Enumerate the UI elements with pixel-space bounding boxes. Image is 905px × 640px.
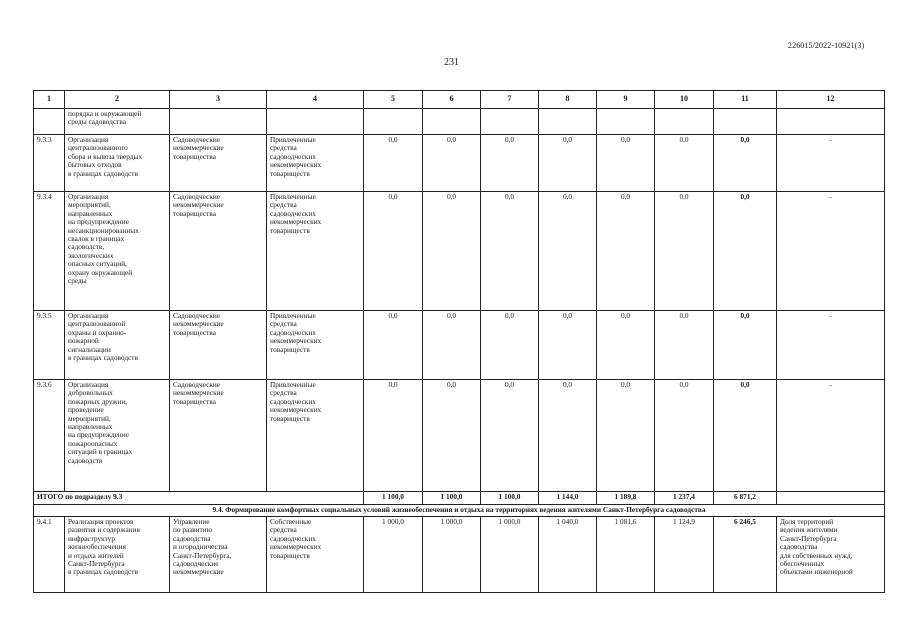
- value-cell: 0,0: [423, 192, 481, 311]
- column-header: 4: [267, 91, 364, 109]
- value-cell: 0,0: [423, 380, 481, 492]
- subtotal-value: 1 189,8: [597, 492, 655, 505]
- indicator-cell: -: [777, 380, 885, 492]
- funding-source: Привлеченные средства садоводческих некоммерческих товариществ: [267, 192, 364, 311]
- subtotal-value: 6 871,2: [714, 492, 777, 505]
- continuation-text: порядка и окружающей среды садоводства: [65, 109, 170, 135]
- value-total-cell: 0,0: [714, 135, 777, 192]
- row-number: 9.3.3: [34, 135, 65, 192]
- value-total-cell: 0,0: [714, 380, 777, 492]
- value-cell: 0,0: [539, 380, 597, 492]
- executor: Управление по развитию садоводства и огородничества Санкт-Петербурга, садоводческие некоммерческие: [170, 517, 267, 593]
- indicator-cell: Доля территорий ведения жителями Санкт-Петербурга садоводства для собственных нужд, обеспеченных объектами инженерной: [777, 517, 885, 593]
- table-row: [34, 192, 885, 311]
- column-header: 6: [423, 91, 481, 109]
- value-cell: 0,0: [597, 311, 655, 380]
- executor: Садоводческие некоммерческие товарищества: [170, 311, 267, 380]
- value-cell: 0,0: [539, 311, 597, 380]
- column-header: 10: [655, 91, 714, 109]
- value-cell: 0,0: [655, 192, 714, 311]
- column-header: 8: [539, 91, 597, 109]
- value-cell: 0,0: [655, 311, 714, 380]
- page-number: 231: [444, 57, 459, 68]
- measure-name: Организация централизованного сбора и вывоза твердых бытовых отходов в границах садоводств: [65, 135, 170, 192]
- column-header: 7: [481, 91, 539, 109]
- value-cell: 0,0: [423, 311, 481, 380]
- row-number: 9.4.1: [34, 517, 65, 593]
- value-cell: 0,0: [597, 135, 655, 192]
- value-cell: 0,0: [481, 192, 539, 311]
- funding-source: Собственные средства садоводческих некоммерческих товариществ: [267, 517, 364, 593]
- table-row: [34, 517, 885, 593]
- subtotal-value: 1 100,0: [423, 492, 481, 505]
- row-number: 9.3.4: [34, 192, 65, 311]
- value-total-cell: 0,0: [714, 192, 777, 311]
- value-cell: 1 000,0: [481, 517, 539, 593]
- funding-source: Привлеченные средства садоводческих некоммерческих товариществ: [267, 380, 364, 492]
- subtotal-row: [34, 492, 885, 505]
- value-cell: 0,0: [655, 380, 714, 492]
- value-cell: 0,0: [597, 192, 655, 311]
- continuation-row: [34, 109, 885, 135]
- value-cell: 1 000,0: [423, 517, 481, 593]
- value-cell: 1 081,6: [597, 517, 655, 593]
- value-cell: 1 000,0: [364, 517, 423, 593]
- row-number: 9.3.6: [34, 380, 65, 492]
- subtotal-value: 1 237,4: [655, 492, 714, 505]
- value-cell: 0,0: [423, 135, 481, 192]
- funding-source: Привлеченные средства садоводческих некоммерческих товариществ: [267, 135, 364, 192]
- value-total-cell: 6 246,5: [714, 517, 777, 593]
- measure-name: Организация мероприятий, направленных на предупреждение несанкционированных свалок в границах садоводств, экологических опасных ситуаций, охрану окружающей среды: [65, 192, 170, 311]
- document-number: 226015/2022-10921(3): [788, 41, 865, 50]
- column-header: 2: [65, 91, 170, 109]
- subtotal-label: ИТОГО по подразделу 9.3: [34, 492, 364, 505]
- value-cell: 0,0: [481, 135, 539, 192]
- column-header: 9: [597, 91, 655, 109]
- executor: Садоводческие некоммерческие товарищества: [170, 192, 267, 311]
- subtotal-value: 1 100,0: [481, 492, 539, 505]
- measure-name: Организация добровольных пожарных дружин, проведение мероприятий, направленных на предупреждение пожароопасных ситуаций в границах садоводств: [65, 380, 170, 492]
- row-number: 9.3.5: [34, 311, 65, 380]
- funding-source: Привлеченные средства садоводческих некоммерческих товариществ: [267, 311, 364, 380]
- value-cell: 0,0: [481, 311, 539, 380]
- column-header: 3: [170, 91, 267, 109]
- value-cell: 0,0: [364, 135, 423, 192]
- subtotal-value: 1 144,0: [539, 492, 597, 505]
- value-cell: 1 124,9: [655, 517, 714, 593]
- program-table: [33, 90, 885, 593]
- table-row: [34, 135, 885, 192]
- subtotal-value: 1 100,0: [364, 492, 423, 505]
- indicator-cell: -: [777, 135, 885, 192]
- column-header: 1: [34, 91, 65, 109]
- column-header-row: [34, 91, 885, 109]
- indicator-cell: -: [777, 311, 885, 380]
- value-total-cell: 0,0: [714, 311, 777, 380]
- table-row: [34, 311, 885, 380]
- value-cell: 0,0: [539, 192, 597, 311]
- column-header: 5: [364, 91, 423, 109]
- executor: Садоводческие некоммерческие товарищества: [170, 380, 267, 492]
- column-header: 12: [777, 91, 885, 109]
- executor: Садоводческие некоммерческие товарищества: [170, 135, 267, 192]
- value-cell: 0,0: [364, 192, 423, 311]
- column-header: 11: [714, 91, 777, 109]
- value-cell: 0,0: [481, 380, 539, 492]
- value-cell: 0,0: [655, 135, 714, 192]
- value-cell: 1 040,0: [539, 517, 597, 593]
- value-cell: 0,0: [539, 135, 597, 192]
- measure-name: Организация централизованной охраны и охранно- пожарной сигнализации в границах садоводств: [65, 311, 170, 380]
- value-cell: 0,0: [364, 380, 423, 492]
- measure-name: Реализация проектов развития и содержания инфраструктур жизнеобеспечения и отдыха жителей Санкт-Петербурга в границах садоводств: [65, 517, 170, 593]
- indicator-cell: -: [777, 192, 885, 311]
- table-row: [34, 380, 885, 492]
- section-heading: 9.4. Формирование комфортных социальных условий жизнеобеспечения и отдыха на территориях ведения жителями Санкт-Петербурга садоводства: [34, 505, 885, 517]
- value-cell: 0,0: [597, 380, 655, 492]
- value-cell: 0,0: [364, 311, 423, 380]
- section-heading-row: [34, 505, 885, 517]
